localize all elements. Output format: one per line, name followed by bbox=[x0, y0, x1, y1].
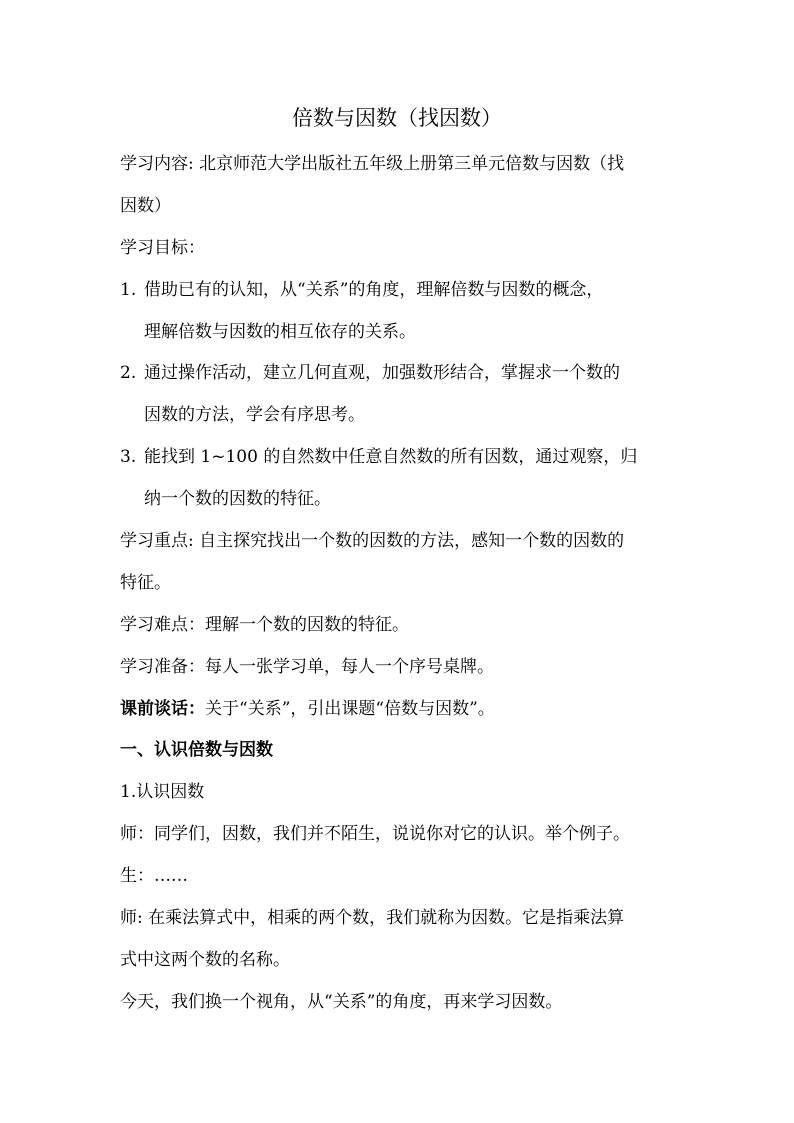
learning-content-label: 学习内容: bbox=[120, 154, 194, 174]
goal-number: 1. bbox=[120, 279, 137, 300]
goal-item-1 bbox=[120, 270, 680, 312]
section-heading: 一、认识倍数与因数 bbox=[120, 740, 273, 761]
learning-content-line bbox=[120, 144, 680, 186]
document-body bbox=[120, 144, 680, 1024]
student-line: 生：…… bbox=[120, 866, 188, 887]
preparation-line: 学习准备：每人一张学习单，每人一个序号桌牌。 bbox=[120, 656, 494, 677]
learning-content-continuation: 因数） bbox=[120, 195, 171, 216]
goal-number: 2. bbox=[120, 363, 137, 384]
goal-item-2-continuation: 因数的方法，学会有序思考。 bbox=[144, 405, 365, 426]
subsection-heading: 1.认识因数 bbox=[120, 782, 205, 803]
teacher-line-1: 师：同学们，因数，我们并不陌生，说说你对它的认识。举个例子。 bbox=[120, 824, 630, 845]
closing-line: 今天，我们换一个视角，从“关系”的角度，再来学习因数。 bbox=[120, 991, 563, 1012]
goal-number: 3. bbox=[120, 447, 137, 468]
pre-class-talk-label: 课前谈话： bbox=[120, 698, 205, 719]
difficulty-line: 学习难点：理解一个数的因数的特征。 bbox=[120, 614, 409, 635]
goal-text: 能找到 1~100 的自然数中任意自然数的所有因数，通过观察，归 bbox=[144, 447, 638, 468]
goal-item-3-continuation: 纳一个数的因数的特征。 bbox=[144, 489, 331, 510]
learning-content-text: 北京师范大学出版社五年级上册第三单元倍数与因数（找 bbox=[193, 154, 625, 174]
goal-text: 通过操作活动，建立几何直观，加强数形结合，掌握求一个数的 bbox=[144, 363, 620, 384]
goal-item-2 bbox=[120, 353, 680, 395]
goal-text: 借助已有的认知，从“关系”的角度，理解倍数与因数的概念， bbox=[144, 279, 604, 300]
teacher-line-2-continuation: 式中这两个数的名称。 bbox=[120, 949, 290, 970]
pre-class-talk-text: 关于“关系”，引出课题“倍数与因数”。 bbox=[205, 698, 495, 719]
page-title: 倍数与因数（找因数） bbox=[292, 106, 502, 130]
teacher-line-2: 师: 在乘法算式中，相乘的两个数，我们就称为因数。它是指乘法算 bbox=[120, 908, 625, 929]
pre-class-talk-line bbox=[120, 689, 680, 731]
goal-item-1-continuation: 理解倍数与因数的相互依存的关系。 bbox=[144, 321, 416, 342]
goal-item-3 bbox=[120, 437, 680, 479]
key-points-line: 学习重点: 自主探究找出一个数的因数的方法，感知一个数的因数的 bbox=[120, 531, 625, 552]
learning-goals-label: 学习目标： bbox=[120, 237, 205, 258]
key-points-continuation: 特征。 bbox=[120, 572, 171, 593]
